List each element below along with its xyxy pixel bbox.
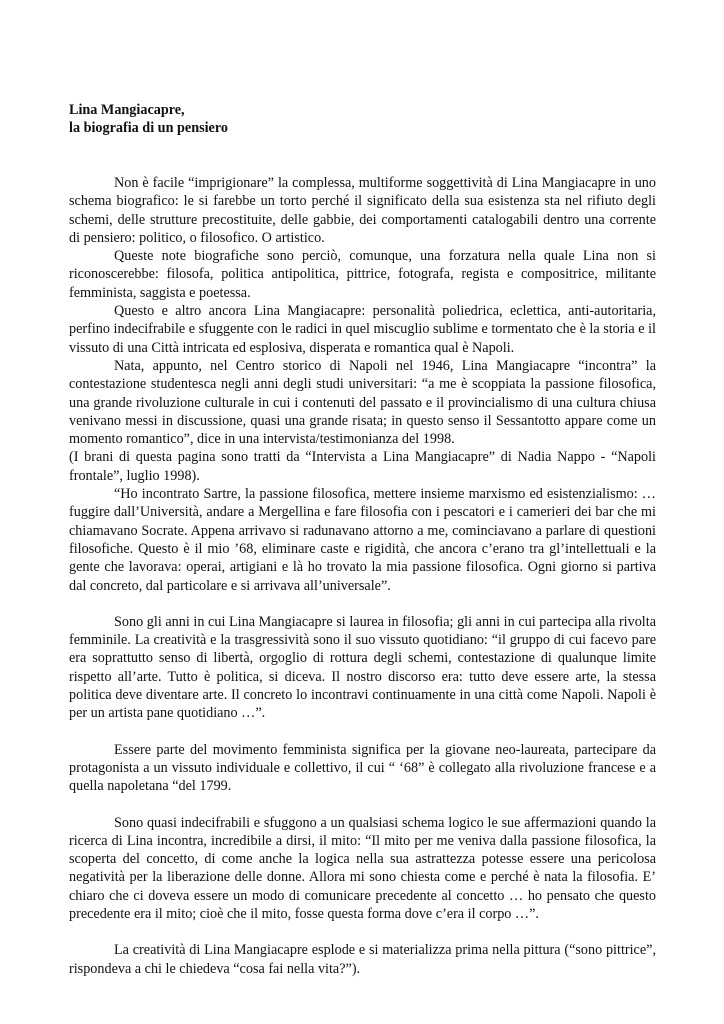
paragraph-5: “Ho incontrato Sartre, la passione filosofica, mettere insieme marxismo ed esistenzialismo: … fuggire dall’Università, andare a Mergellina e fare filosofia con i pescatori e i camerieri dei bar che mi chiamavano Socrate. Appena arrivavo si radunavano attorno a me, cominciavano a parlare di questioni filosofiche. Questo è il mio ’68, eliminare caste e rigidità, che ancora c’erano tra gl’intellettuali e la gente che lavorava: operai, artigiani e là ho trovato la mia passione filosofica. Ogni giorno si partiva dal concreto, dal particolare e si arrivava all’universale”. [69, 486, 656, 594]
paragraph-6: Sono gli anni in cui Lina Mangiacapre si laurea in filosofia; gli anni in cui partecipa alla rivolta femminile. La creatività e la trasgressività sono il suo vissuto quotidiano: “il gruppo di cui facevo pare era soprattutto senso di libertà, orgoglio di rottura degli schemi, contestazione di qualunque limite rispetto all’arte. Tutto è politica, si diceva. Il nostro discorso era: tutto deve essere arte, la stessa politica deve diventare arte. Il concreto lo incontravi continuamente in una città come Napoli. Napoli è per un artista pane quotidiano …”. [69, 613, 656, 722]
title-line-1: Lina Mangiacapre, [69, 102, 185, 118]
paragraph-7: Essere parte del movimento femminista significa per la giovane neo-laureata, partecipare da protagonista a un vissuto individuale e collettivo, il cui “ ‘68” è collegato alla rivoluzione francese e a quella napoletana “del 1799. [69, 741, 656, 795]
paragraph-4: Nata, appunto, nel Centro storico di Napoli nel 1946, Lina Mangiacapre “incontra” la contestazione studentesca negli anni degli studi universitari: “a me è scoppiata la passione filosofica, una grande rivoluzione culturale in cui i contenuti del passato e il provincialismo di una cultura chiusa venivano messi in discussione, quasi una grande risata; in questo senso il Sessantotto appare come un momento romantico”, dice in una intervista/testimonianza del 1998. [69, 357, 656, 448]
document-page [69, 101, 656, 978]
title-line-2: la biografia di un pensiero [69, 120, 228, 136]
paragraph-source-note: (I brani di questa pagina sono tratti da “Intervista a Lina Mangiacapre” di Nadia Nappo - “Napoli frontale”, luglio 1998). [69, 449, 656, 484]
paragraph-8: Sono quasi indecifrabili e sfuggono a un qualsiasi schema logico le sue affermazioni quando la ricerca di Lina incontra, incredibile a dirsi, il mito: “Il mito per me veniva dalla passione filosofica, la scoperta del concetto, di come anche la logica nella sua astrattezza potesse essere una pericolosa negatività per la liberazione delle donne. Allora mi sono chiesta come e perché è nata la filosofia. E’ chiaro che ci doveva essere un modo di comunicare precedente al concetto … ho pensato che questo precedente era il mito; cioè che il mito, fosse questa forma dove c’era il corpo …”. [69, 814, 656, 922]
paragraph-2: Queste note biografiche sono perciò, comunque, una forzatura nella quale Lina non si riconoscerebbe: filosofa, politica antipolitica, pittrice, fotografa, regista e compositrice, militante femminista, saggista e poetessa. [69, 248, 656, 301]
paragraph-1: Non è facile “imprigionare” la complessa, multiforme soggettività di Lina Mangiacapre in uno schema biografico: le si farebbe un torto perché il significato della sua esistenza sta nel rifiuto degli schemi, delle strutture precostituite, delle gabbie, dei comportamenti catalogabili dentro una corrente di pensiero: politico, o filosofico. O artistico. [69, 175, 656, 246]
document-title [69, 101, 656, 137]
paragraph-3: Questo e altro ancora Lina Mangiacapre: personalità poliedrica, eclettica, anti-autoritaria, perfino indecifrabile e sfuggente con le radici in quel miscuglio sublime e tormentato che è la storia e il vissuto di una Città intricata ed esplosiva, disperata e romantica qual è Napoli. [69, 303, 657, 356]
paragraph-9: La creatività di Lina Mangiacapre esplode e si materializza prima nella pittura (“sono pittrice”, rispondeva a chi le chiedeva “cosa fai nella vita?”). [69, 942, 656, 977]
